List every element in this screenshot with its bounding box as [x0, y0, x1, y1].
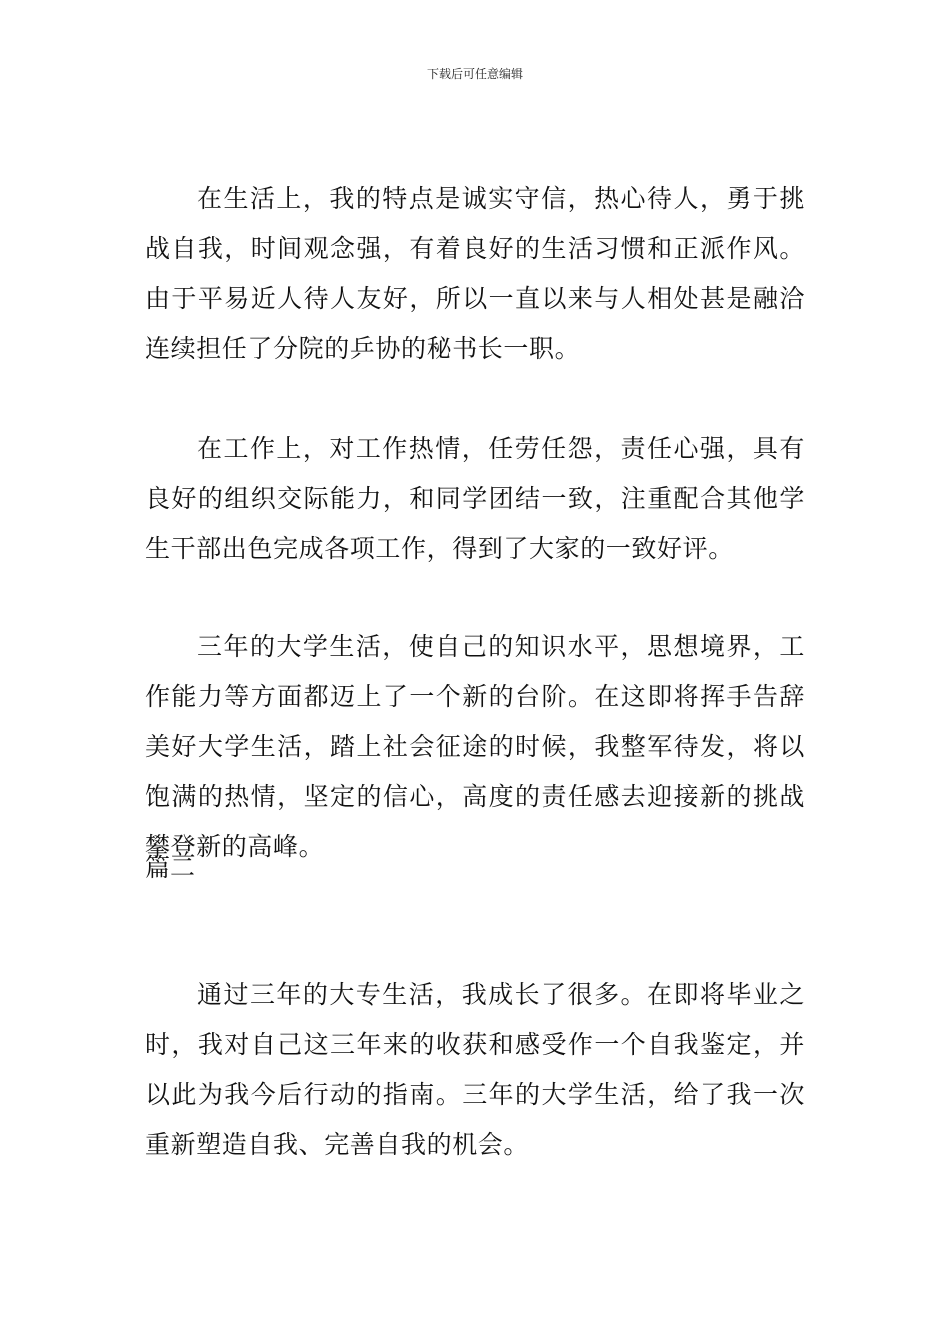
paragraph-work: 在工作上，对工作热情，任劳任怨，责任心强，具有良好的组织交际能力，和同学团结一致，注重配合其他学生干部出色完成各项工作，得到了大家的一致好评。 — [145, 434, 805, 563]
section-heading: 篇二 — [145, 853, 196, 882]
paragraph-summary: 三年的大学生活，使自己的知识水平，思想境界，工作能力等方面都迈上了一个新的台阶。在这即将挥手告辞美好大学生活，踏上社会征途的时候，我整军待发，将以饱满的热情，坚定的信心，高度的责任感去迎接新的挑战攀登新的高峰。 — [145, 632, 805, 861]
paragraph-life: 在生活上，我的特点是诚实守信，热心待人，勇于挑战自我，时间观念强，有着良好的生活习惯和正派作风。由于平易近人待人友好，所以一直以来与人相处甚是融洽连续担任了分院的乒协的秘书长一职。 — [145, 184, 805, 363]
paragraph-section-two: 通过三年的大专生活，我成长了很多。在即将毕业之时，我对自己这三年来的收获和感受作一个自我鉴定，并以此为我今后行动的指南。三年的大学生活，给了我一次重新塑造自我、完善自我的机会。 — [145, 980, 805, 1159]
page-header-note: 下载后可任意编辑 — [426, 67, 523, 81]
